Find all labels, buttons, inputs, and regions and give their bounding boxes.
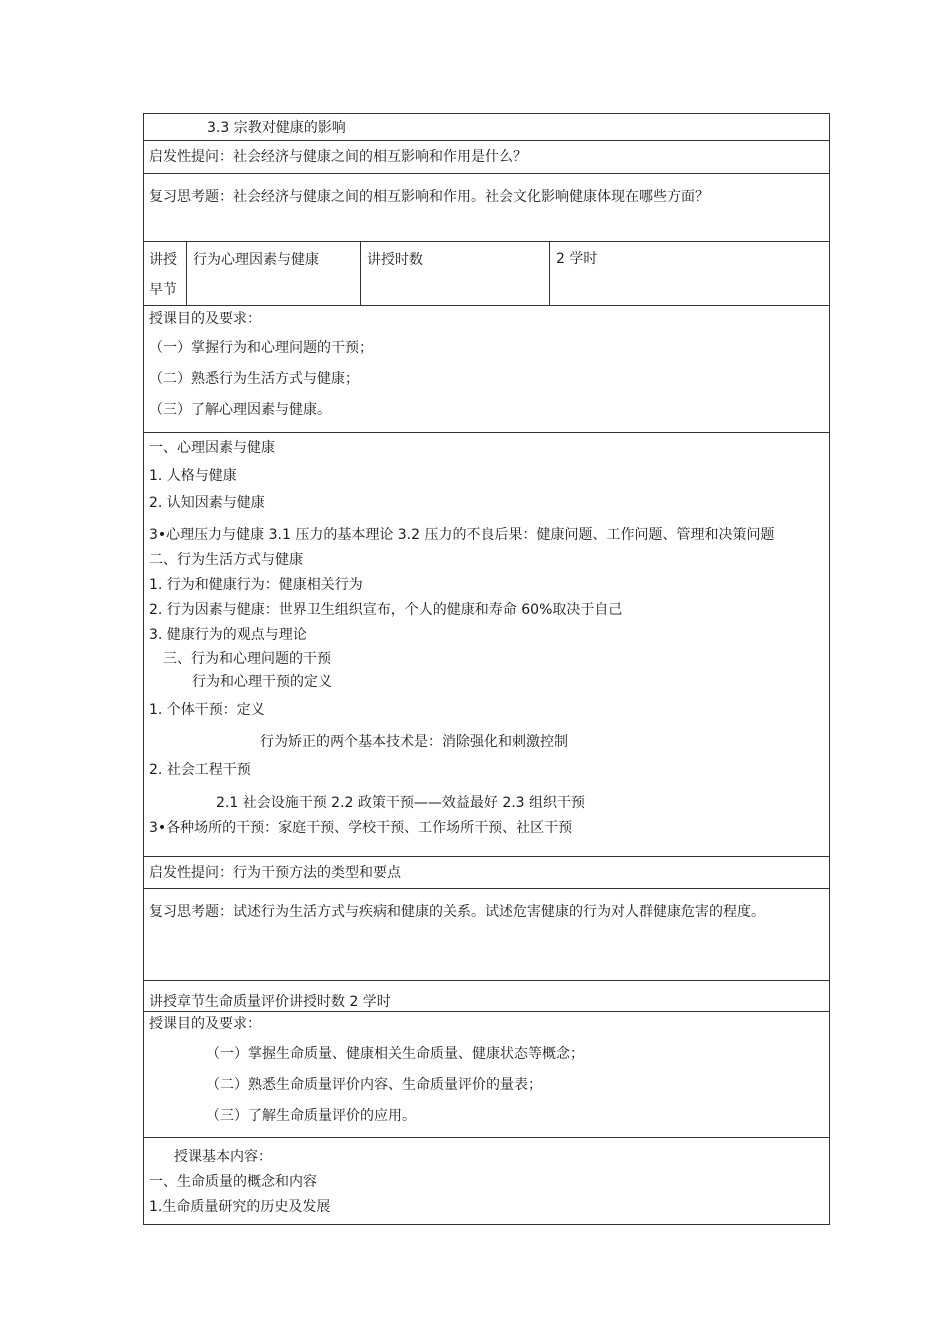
- content-line: 2. 认知因素与健康: [149, 495, 265, 511]
- content-line: 授课基本内容：: [174, 1149, 272, 1165]
- objectives-heading: 授课目的及要求：: [149, 1016, 261, 1032]
- content-line: 2. 行为因素与健康：世界卫生组织宣布，个人的健康和寿命 60%取决于自己: [149, 602, 623, 618]
- review-question: 复习思考题：试述行为生活方式与疾病和健康的关系。试述危害健康的行为对人群健康危害的程度。: [149, 904, 765, 920]
- hours-label-cell: [361, 242, 550, 305]
- content-line: 三、行为和心理问题的干预: [163, 651, 331, 667]
- review-question-row-2: [143, 888, 830, 980]
- hours-value: 2 学时: [556, 251, 598, 267]
- hours-value-cell: [550, 242, 829, 305]
- objectives-block: [143, 305, 830, 432]
- content-line: 3•心理压力与健康 3.1 压力的基本理论 3.2 压力的不良后果：健康问题、工作问题、管理和决策问题: [149, 527, 775, 543]
- content-line: 3•各种场所的干预：家庭干预、学校干预、工作场所干预、社区干预: [149, 820, 573, 836]
- objective-item: （三）了解生命质量评价的应用。: [206, 1108, 416, 1124]
- review-question: 复习思考题：社会经济与健康之间的相互影响和作用。社会文化影响健康体现在哪些方面？: [149, 189, 709, 205]
- content-line: 一、生命质量的概念和内容: [149, 1174, 317, 1190]
- content-line: 1. 人格与健康: [149, 468, 237, 484]
- objectives-heading: 授课目的及要求：: [149, 311, 261, 327]
- content-line: 二、行为生活方式与健康: [149, 552, 303, 568]
- objective-item: （一）掌握行为和心理问题的干预；: [149, 340, 373, 356]
- review-question-row: [143, 173, 830, 241]
- content-line: 1.生命质量研究的历史及发展: [149, 1199, 331, 1215]
- section-heading-row: [143, 113, 830, 140]
- chapter-row-2: [143, 980, 830, 1011]
- content-line: 行为和心理干预的定义: [192, 674, 332, 690]
- heuristic-question-row: [143, 140, 830, 173]
- objective-item: （二）熟悉行为生活方式与健康；: [149, 371, 359, 387]
- chapter-row: [143, 241, 830, 305]
- content-line: 2.1 社会设施干预 2.2 政策干预——效益最好 2.3 组织干预: [216, 795, 586, 811]
- content-line: 3. 健康行为的观点与理论: [149, 627, 307, 643]
- heuristic-question-row-2: [143, 856, 830, 888]
- objective-item: （一）掌握生命质量、健康相关生命质量、健康状态等概念；: [206, 1046, 584, 1062]
- objective-item: （二）熟悉生命质量评价内容、生命质量评价的量表；: [206, 1077, 542, 1093]
- chapter-line: 讲授章节生命质量评价讲授时数 2 学时: [149, 994, 391, 1010]
- chapter-title-cell: [187, 242, 361, 305]
- content-line: 行为矫正的两个基本技术是：消除强化和刺激控制: [260, 734, 568, 750]
- chapter-label-line2: 早节: [149, 282, 177, 298]
- content-line: 1. 行为和健康行为：健康相关行为: [149, 577, 363, 593]
- chapter-label-line1: 讲授: [149, 252, 177, 268]
- section-heading: 3.3 宗教对健康的影响: [207, 120, 346, 136]
- chapter-title: 行为心理因素与健康: [193, 252, 319, 268]
- heuristic-question: 启发性提问：社会经济与健康之间的相互影响和作用是什么？: [149, 149, 527, 165]
- lecture-content-block-2: [143, 1137, 830, 1225]
- lecture-content-block: [143, 432, 830, 856]
- objectives-block-2: [143, 1011, 830, 1137]
- content-line: 1. 个体干预：定义: [149, 702, 265, 718]
- hours-label: 讲授时数: [367, 252, 423, 268]
- content-line: 一、心理因素与健康: [149, 440, 275, 456]
- content-line: 2. 社会工程干预: [149, 762, 251, 778]
- heuristic-question: 启发性提问：行为干预方法的类型和要点: [149, 865, 401, 881]
- objective-item: （三）了解心理因素与健康。: [149, 402, 331, 418]
- lesson-plan-document: [143, 113, 830, 1225]
- chapter-label-cell: [144, 242, 187, 305]
